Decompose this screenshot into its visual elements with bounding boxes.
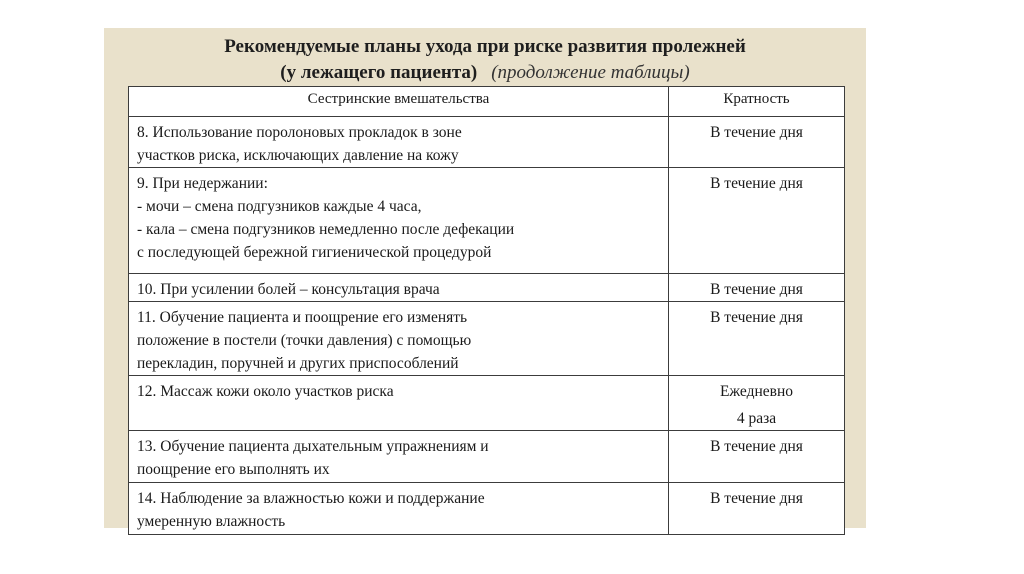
frequency-cell xyxy=(669,274,845,302)
intervention-line: 12. Массаж кожи около участков риска xyxy=(137,383,394,400)
intervention-cell xyxy=(129,302,669,376)
intervention-cell xyxy=(129,168,669,274)
intervention-line: участков риска, исключающих давление на кожу xyxy=(137,147,459,164)
frequency-line: В течение дня xyxy=(710,438,803,455)
frequency-line: 4 раза xyxy=(736,410,777,427)
table-row xyxy=(129,168,845,274)
intervention-line: поощрение его выполнять их xyxy=(137,461,330,478)
header-frequency: Кратность xyxy=(669,87,845,117)
intervention-cell xyxy=(129,117,669,168)
table-row xyxy=(129,483,845,535)
table-row xyxy=(129,117,845,168)
table-row xyxy=(129,431,845,483)
frequency-cell xyxy=(669,431,845,483)
intervention-line: с последующей бережной гигиенической процедурой xyxy=(137,244,492,261)
intervention-line: - мочи – смена подгузников каждые 4 часа, xyxy=(137,198,422,215)
intervention-line: 11. Обучение пациента и поощрение его изменять xyxy=(137,309,468,326)
table-row xyxy=(129,376,845,431)
intervention-cell xyxy=(129,431,669,483)
intervention-line: 13. Обучение пациента дыхательным упражнениям и xyxy=(137,438,489,455)
intervention-cell xyxy=(129,376,669,431)
intervention-line: 8. Использование поролоновых прокладок в зоне xyxy=(137,124,462,141)
frequency-line: В течение дня xyxy=(710,309,803,326)
intervention-cell xyxy=(129,483,669,535)
intervention-line: умеренную влажность xyxy=(137,513,286,530)
intervention-cell xyxy=(129,274,669,302)
frequency-cell xyxy=(669,302,845,376)
frequency-line: Ежедневно xyxy=(719,383,794,400)
intervention-line: - кала – смена подгузников немедленно после дефекации xyxy=(137,221,515,238)
title-line-1: Рекомендуемые планы ухода при риске развития пролежней xyxy=(224,36,746,57)
title-line-2-bold: (у лежащего пациента) xyxy=(280,62,478,83)
frequency-line: В течение дня xyxy=(710,124,803,141)
intervention-line: положение в постели (точки давления) с помощью xyxy=(137,332,472,349)
table-row xyxy=(129,302,845,376)
intervention-line: 9. При недержании: xyxy=(137,175,268,192)
frequency-cell xyxy=(669,483,845,535)
intervention-line: 14. Наблюдение за влажностью кожи и поддержание xyxy=(137,490,485,507)
title-continuation: (продолжение таблицы) xyxy=(491,62,690,83)
frequency-line: В течение дня xyxy=(710,490,803,507)
frequency-cell xyxy=(669,117,845,168)
slide-title xyxy=(104,34,866,86)
title-line-2 xyxy=(104,60,866,86)
slide xyxy=(104,28,866,528)
frequency-cell xyxy=(669,168,845,274)
table-header-row xyxy=(129,87,845,117)
intervention-line: 10. При усилении болей – консультация врача xyxy=(137,281,440,298)
frequency-line: В течение дня xyxy=(710,175,803,192)
intervention-line: перекладин, поручней и других приспособлений xyxy=(137,355,459,372)
header-interventions: Сестринские вмешательства xyxy=(129,87,669,117)
frequency-line: В течение дня xyxy=(710,281,803,298)
care-plan-table xyxy=(128,86,845,535)
frequency-cell xyxy=(669,376,845,431)
table-row xyxy=(129,274,845,302)
